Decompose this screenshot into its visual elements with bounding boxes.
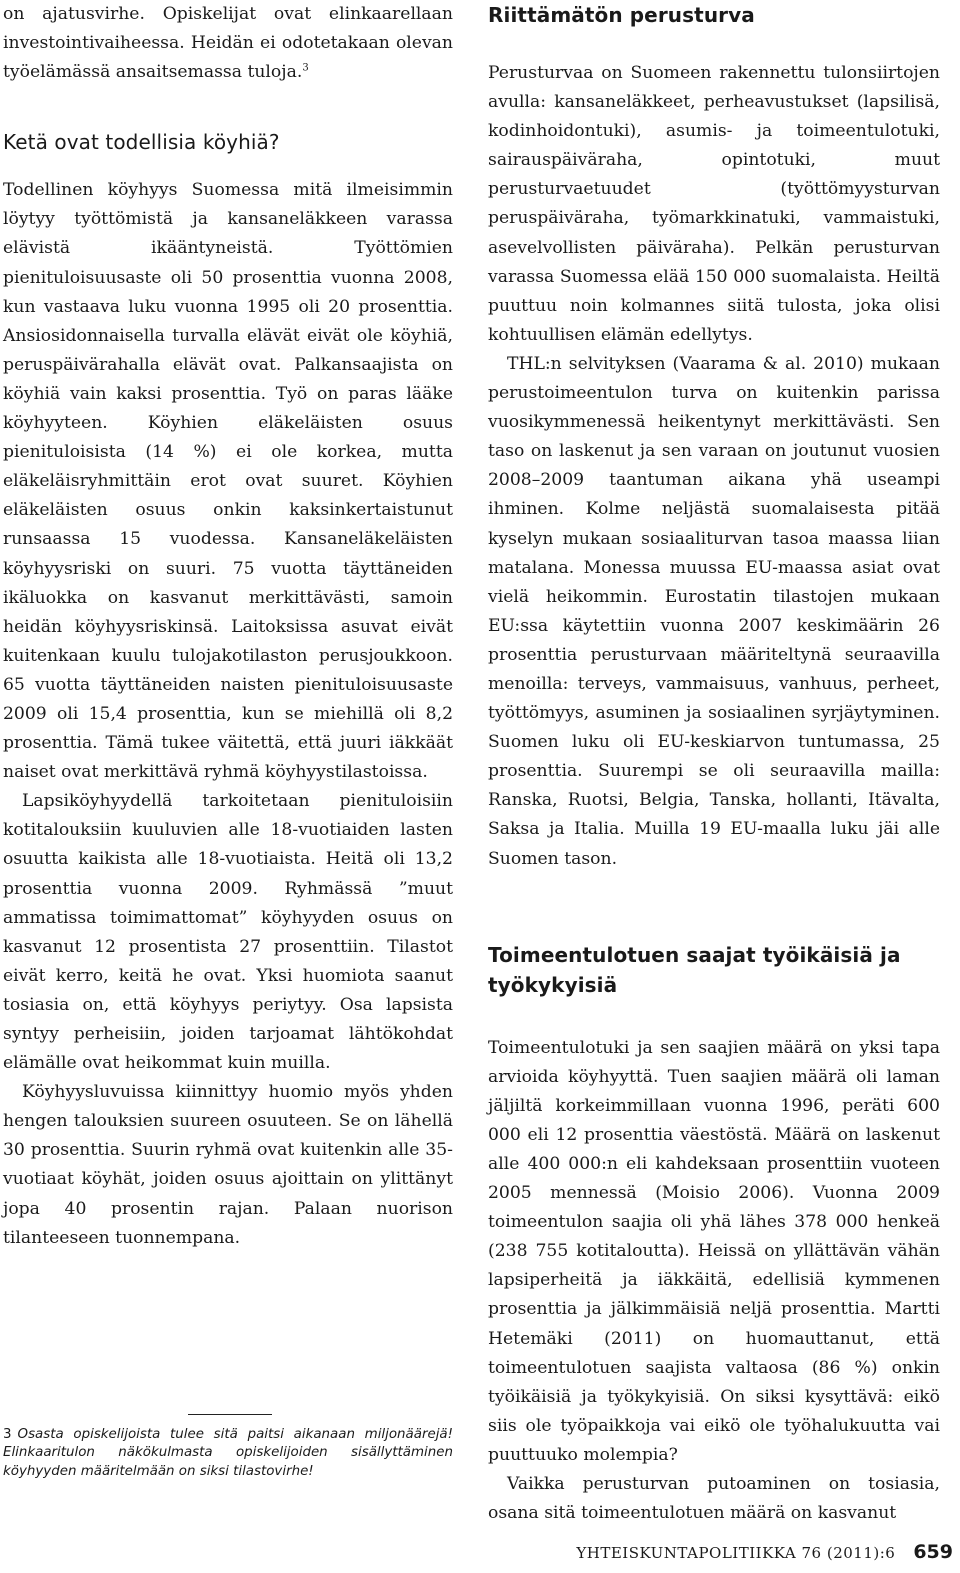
paragraph-basic-security: Perusturvaa on Suomeen rakennettu tulonsiirtojen avulla: kansaneläkkeet, perheavustukset (lapsilisä, kodinhoidontuki), asumis- ja toimeentulotuki, sairauspäiväraha, opintotuki, muut perusturvaetuudet (työttömyysturvan peruspäiväraha, työmarkkinatuki, vammaistuki, asevelvollisten päiväraha). Pelkän perusturvan varassa Suomessa elää 150 000 suomalaista. Heiltä puuttuu noin kolmannes siitä tulosta, joka olisi kohtuullisen elämän edellytys. [488,63,940,345]
paragraph-single-households: Köyhyysluvuissa kiinnittyy huomio myös yhden hengen talouksien suureen osuuteen. Se on lähellä 30 prosenttia. Suurin ryhmä ovat kuitenkin alle 35-vuotiaat köyhät, joiden osuus ajoittain on ylittänyt jopa 40 prosentin rajan. Palaan nuorison tilanteeseen tuonnempana. [3,1082,453,1248]
page-number: 659 [913,1541,953,1563]
footnote-divider [188,1414,272,1415]
page-footer [576,1541,953,1563]
heading-income-support: Toimeentulotuen saajat työikäisiä ja työkykyisiä [488,942,901,997]
paragraph-intro-continuation: on ajatusvirhe. Opiskelijat ovat elinkaarellaan investointivaiheessa. Heidän ei odotetakaan olevan työelämässä ansaitsemassa tuloja.$^3$ [3,4,453,83]
journal-name: YHTEISKUNTAPOLITIIKKA 76 (2011):6 [576,1544,896,1562]
footnote [3,1426,453,1481]
heading-basic-security: Riittämätön perusturva [488,3,755,27]
left-column [3,0,453,1253]
heading-who-are-poor: Ketä ovat todellisia köyhiä? [3,130,280,155]
footnote-text: Osasta opiskelijoista tulee sitä paitsi aikanaan miljonäärejä! Elinkaaritulon näkökulmasta opiskelijoiden sisällyttäminen köyhyyden määritelmään on siksi tilastovirhe! [3,1427,453,1479]
footnote-number: 3 [3,1427,12,1442]
paragraph-real-poverty: Todellinen köyhyys Suomessa mitä ilmeisimmin löytyy työttömistä ja kansaneläkkeen varassa elävistä ikääntyneistä. Työttömien pienituloisuusaste oli 50 prosenttia vuonna 2008, kun vastaava luku vuonna 1995 oli 20 prosenttia. Ansiosidonnaisella turvalla elävät eivät ole köyhiä, peruspäivärahalla elävät ovat. Palkansaajista on köyhiä vain kaksi prosenttia. Työ on paras lääke köyhyyteen. Köyhien eläkeläisten osuus pienituloisista (14 %) ei ole korkea, mutta eläkeläisryhmittäin erot ovat suuret. Köyhien eläkeläisten osuus onkin kaksinkertaistunut runsaassa 15 vuodessa. Kansaneläkeläisten köyhyysriski on suuri. 75 vuotta täyttäneiden ikäluokka on kasvanut merkittävästi, samoin heidän köyhyysriskinsä. Laitoksissa asuvat eivät kuitenkaan kuulu tulojakotilaston perusjoukkoon. 65 vuotta täyttäneiden naisten pienituloisuusaste 2009 oli 15,4 prosenttia, kun se miehillä oli 8,2 prosenttia. Tämä tukee väitettä, että juuri iäkkäät naiset ovat merkittävä ryhmä köyhyystilastoissa. [3,180,453,783]
paragraph-child-poverty: Lapsiköyhyydellä tarkoitetaan pienituloisiin kotitalouksiin kuuluvien alle 18-vuotiaiden lasten osuutta kaikista alle 18-vuotiaista. Heitä oli 13,2 prosenttia vuonna 2009. Ryhmässä ”muut ammatissa toimimattomat” köyhyyden osuus on kasvanut 12 prosentista 27 prosenttiin. Tilastot eivät kerro, keitä he ovat. Yksi huomiota saanut tosiasia on, että köyhyys periytyy. Osa lapsista syntyy perheisiin, joiden tarjoamat lähtökohdat elämälle ovat heikommat kuin muilla. [3,791,453,1074]
paragraph-final: Vaikka perusturvan putoaminen on tosiasia, osana sitä toimeentulotuen määrä on kasvanut [488,1474,940,1524]
paragraph-income-support: Toimeentulotuki ja sen saajien määrä on yksi tapa arvioida köyhyyttä. Tuen saajien määrä oli laman jäljiltä korkeimmillaan vuonna 1996, peräti 600 000 eli 12 prosenttia väestöstä. Määrä on laskenut alle 400 000:n eli kahdeksaan prosenttiin vuoteen 2005 mennessä (Moisio 2006). Vuonna 2009 toimeentulon saajia oli yhä lähes 378 000 henkeä (238 755 kotitaloutta). Heissä on yllättävän vähän lapsiperheitä ja iäkkäitä, edellisiä kymmenen prosenttia ja jälkimmäisiä neljä prosenttia. Martti Hetemäki (2011) on huomauttanut, että toimeentulotuen saajista valtaosa (86 %) onkin työikäisiä ja työkykyisiä. On siksi kysyttävä: eikö siis ole työpaikkoja vai eikö ole työhalukuutta vai puuttuuko molempia? [488,1037,940,1465]
paragraph-thl-report: THL:n selvityksen (Vaarama & al. 2010) mukaan perustoimeentulon turva on kuitenkin parissa vuosikymmenessä heikentynyt merkittävästi. Sen taso on laskenut ja sen varaan on joutunut vuosien 2008–2009 taantuman aikana yhä useampi ihminen. Kolme neljästä suomalaisesta pitää kyselyn mukaan sosiaaliturvan tasoa maassa liian matalana. Monessa muussa EU-maassa asiat ovat vielä heikommin. Eurostatin tilastojen mukaan EU:ssa käytettiin vuonna 2007 keskimäärin 26 prosenttia perusturvaan määriteltynä seuraavilla menoilla: terveys, vammaisuus, vanhuus, perheet, työttömyys, asuminen ja sosiaalinen syrjäytyminen. Suomen luku oli EU-keskiarvon tuntumassa, 25 prosenttia. Suurempi se oli seuraavilla mailla: Ranska, Ruotsi, Belgia, Tanska, hollanti, Itävalta, Saksa ja Italia. Muilla 19 EU-maalla luku jäi alle Suomen tason. [488,353,940,869]
footnote-reference[interactable]: 3 [302,62,309,74]
right-column [488,0,940,1528]
